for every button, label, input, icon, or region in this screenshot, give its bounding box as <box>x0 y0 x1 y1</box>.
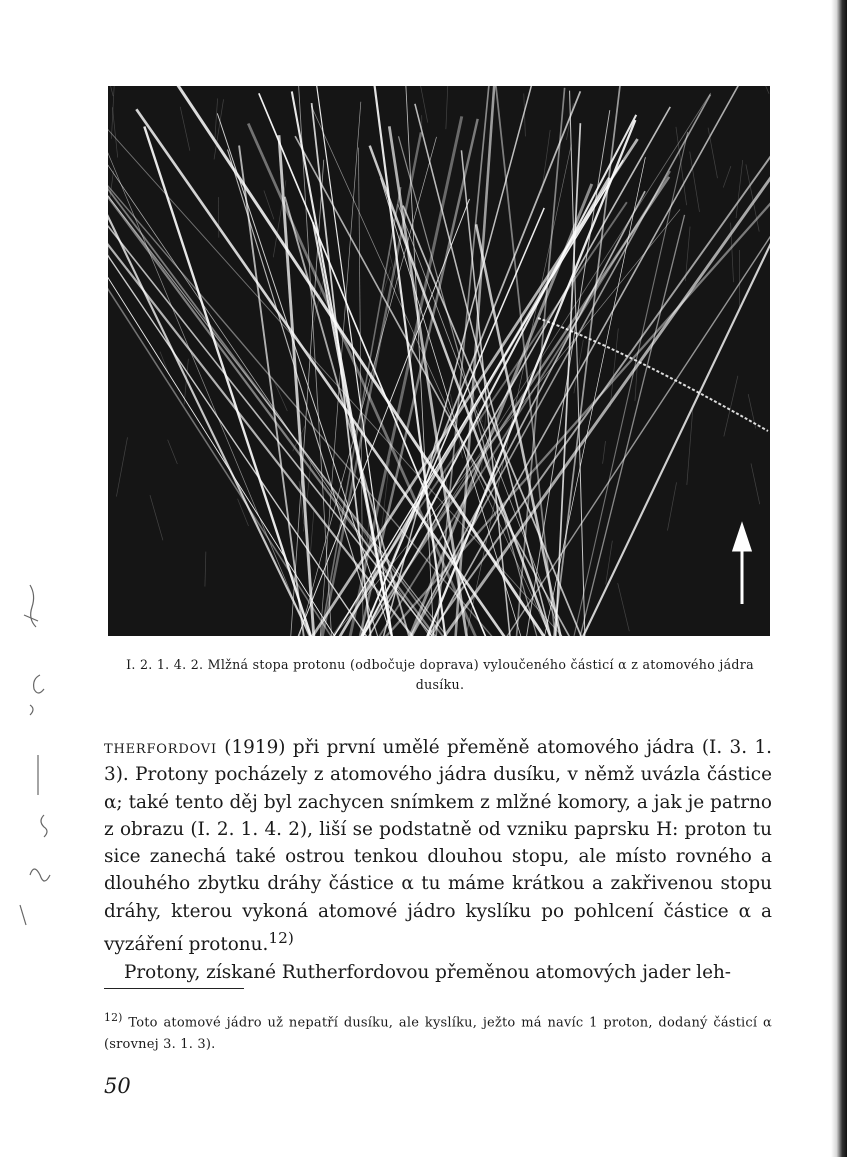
faint-streak <box>667 482 676 530</box>
faint-streak <box>112 107 117 157</box>
footnote-marker: 12) <box>104 1011 123 1024</box>
faint-streak <box>755 86 769 94</box>
alpha-track <box>239 145 305 636</box>
alpha-track <box>227 150 380 636</box>
faint-streak <box>690 152 700 212</box>
faint-streak <box>309 509 314 571</box>
paragraph-1 <box>104 734 772 959</box>
page-number: 50 <box>104 1074 131 1098</box>
body-text <box>104 734 772 986</box>
faint-streak <box>736 160 743 218</box>
paragraph-2-text: Protony, získané Rutherfordovou přeměnou atomových jader leh- <box>124 961 732 983</box>
paragraph-2 <box>104 959 772 986</box>
faint-streak <box>724 376 738 437</box>
footnote-ref: 12) <box>268 929 294 948</box>
alpha-track <box>144 126 314 636</box>
faint-streak <box>603 441 606 464</box>
faint-streak <box>116 437 127 496</box>
alpha-track <box>461 150 511 636</box>
footnote <box>104 1007 772 1056</box>
alpha-track <box>279 135 315 636</box>
faint-streak <box>446 86 449 129</box>
faint-streak <box>618 583 630 631</box>
handwritten-margin-notes <box>0 575 90 935</box>
faint-streak <box>751 463 760 504</box>
book-spine-shadow <box>831 0 847 1157</box>
alpha-track <box>398 136 539 636</box>
faint-streak <box>150 495 163 540</box>
paragraph-lead: therfordovi <box>104 737 217 758</box>
faint-streak <box>168 440 178 464</box>
faint-streak <box>723 166 731 187</box>
faint-streak <box>708 128 717 179</box>
alpha-track <box>299 86 333 636</box>
faint-streak <box>108 190 109 260</box>
faint-streak <box>180 107 190 151</box>
footnote-text: Toto atomové jádro už nepatří dusíku, ale kyslíku, ježto má navíc 1 proton, dodaný částicí α (srovnej 3. 1. 3). <box>104 1015 772 1053</box>
paragraph-1-text: (1919) při první umělé přeměně atomového jádra (I. 3. 1. 3). Protony pocházely z atomového jádra dusíku, v němž uvázla částice α; také tento děj byl zachycen snímkem z mlžné komory, a jak je patrno z obrazu (I. 2. 1. 4. 2), liší se podstatně od vzniku paprsku H: proton tu sice zanechá také ostrou tenkou dlouhou stopu, ale místo rovného a dlouhého zbytku dráhy částice α tu máme krátkou a zakřivenou stopu dráhy, kterou vykoná atomové jádro kyslíku po pohlcení částice α a vyzáření protonu. <box>104 737 772 956</box>
alpha-track <box>543 157 646 636</box>
particle-tracks <box>108 86 770 636</box>
caption-text: I. 2. 1. 4. 2. Mlžná stopa protonu (odbočuje doprava) vyloučeného částicí α z atomového jádra dusíku. <box>126 657 754 692</box>
footnote-divider <box>104 988 244 989</box>
faint-streak <box>108 86 113 96</box>
alpha-track <box>108 140 450 636</box>
arrow-marker-icon <box>734 526 750 604</box>
faint-streak <box>215 98 218 138</box>
alpha-track <box>516 88 565 636</box>
cloud-chamber-photo <box>108 86 770 636</box>
faint-streak <box>542 130 551 193</box>
faint-streak <box>205 552 206 587</box>
figure-caption <box>104 655 776 695</box>
